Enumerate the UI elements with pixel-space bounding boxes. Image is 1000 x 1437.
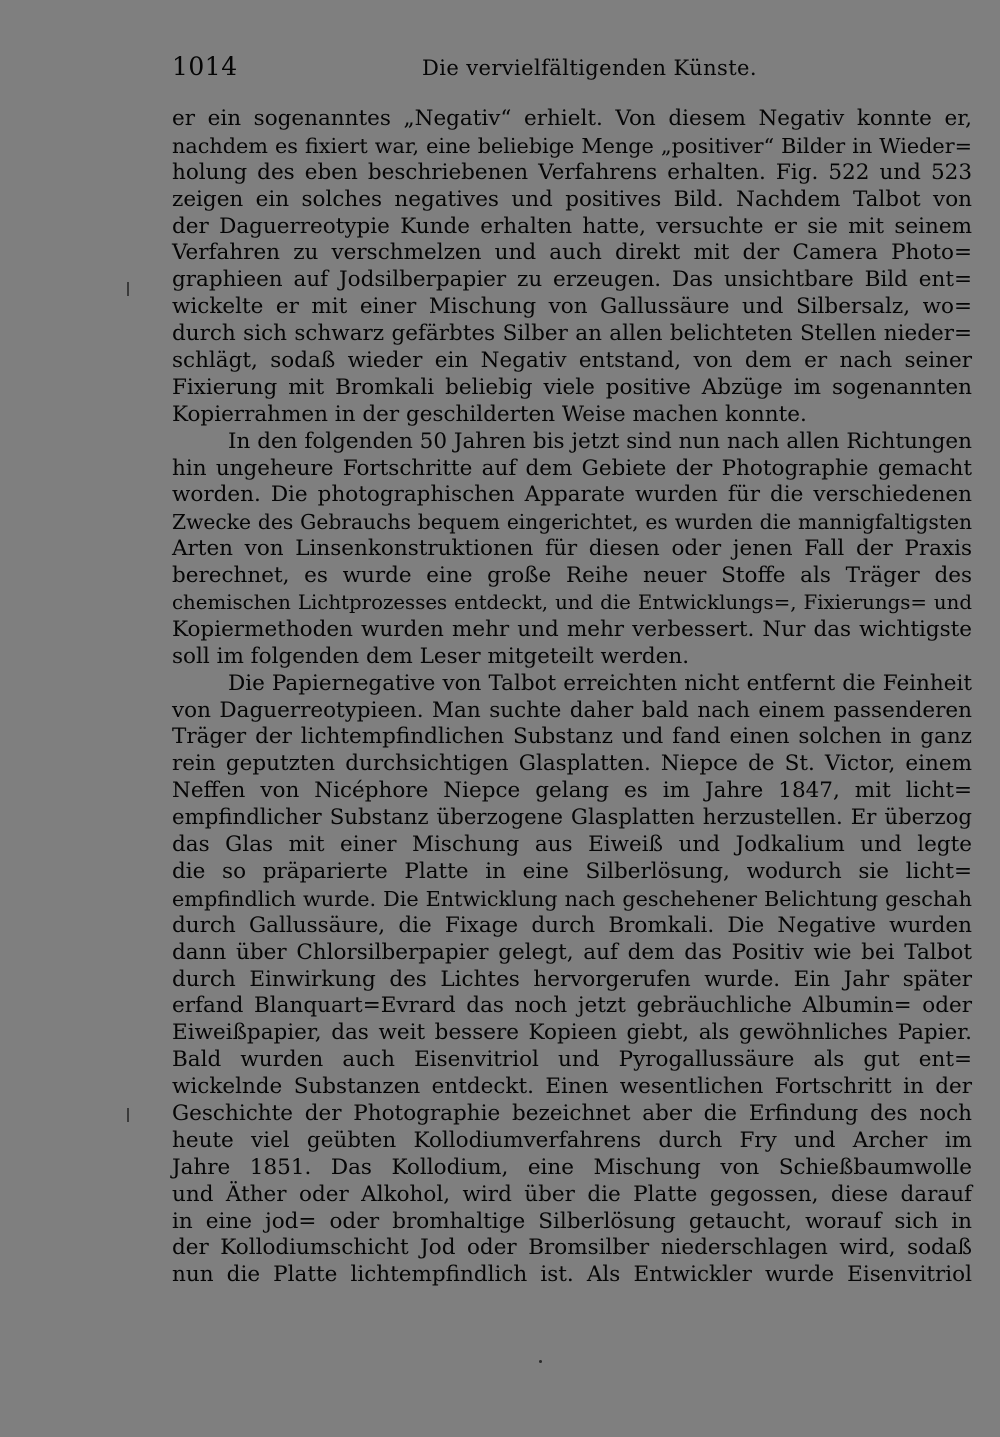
- text-line: von Daguerreotypieen. Man suchte daher bald nach einem passenderen: [172, 697, 972, 723]
- text-line: Jahre 1851. Das Kollodium, eine Mischung von Schießbaumwolle: [172, 1154, 972, 1180]
- text-line: zeigen ein solches negatives und positives Bild. Nachdem Talbot von: [172, 186, 972, 212]
- text-line: wickelnde Substanzen entdeckt. Einen wesentlichen Fortschritt in der: [172, 1074, 972, 1100]
- text-line: Bald wurden auch Eisenvitriol und Pyrogallussäure als gut ent=: [172, 1047, 972, 1073]
- text-line: holung des eben beschriebenen Verfahrens erhalten. Fig. 522 und 523: [172, 159, 972, 185]
- text-line: graphieen auf Jodsilberpapier zu erzeugen. Das unsichtbare Bild ent=: [172, 267, 972, 293]
- text-line: In den folgenden 50 Jahren bis jetzt sind nun nach allen Richtungen: [228, 428, 972, 454]
- text-line: chemischen Lichtprozesses entdeckt, und die Entwicklungs=, Fixierungs= und: [172, 591, 972, 615]
- running-title: Die vervielfältigenden Künste.: [422, 56, 757, 80]
- text-line: heute viel geübten Kollodiumverfahrens durch Fry und Archer im: [172, 1127, 972, 1153]
- text-line: durch Einwirkung des Lichtes hervorgerufen wurde. Ein Jahr später: [172, 966, 972, 992]
- text-line: Geschichte der Photographie bezeichnet aber die Erfindung des noch: [172, 1100, 972, 1126]
- text-line: erfand Blanquart=Evrard das noch jetzt gebräuchliche Albumin= oder: [172, 993, 972, 1019]
- body-text: [172, 106, 972, 1289]
- text-line: er ein sogenanntes „Negativ“ erhielt. Von diesem Negativ konnte er,: [172, 106, 972, 131]
- print-speck: [539, 1360, 542, 1363]
- text-line: Verfahren zu verschmelzen und auch direkt mit der Camera Photo=: [172, 240, 972, 266]
- text-line: Kopierrahmen in der geschilderten Weise machen konnte.: [172, 401, 807, 427]
- text-line: Zwecke des Gebrauchs bequem eingerichtet, es wurden die mannigfaltigsten: [172, 510, 972, 535]
- text-line: wickelte er mit einer Mischung von Gallussäure und Silbersalz, wo=: [172, 294, 972, 320]
- text-line: Neffen von Nicéphore Niepce gelang es im Jahre 1847, mit licht=: [172, 778, 972, 804]
- text-line: worden. Die photographischen Apparate wurden für die verschiedenen: [172, 482, 972, 508]
- text-line: durch sich schwarz gefärbtes Silber an allen belichteten Stellen nieder=: [172, 321, 972, 347]
- text-line: der Kollodiumschicht Jod oder Bromsilber niederschlagen wird, sodaß: [172, 1235, 972, 1261]
- margin-mark: [127, 282, 129, 296]
- text-line: Arten von Linsenkonstruktionen für diesen oder jenen Fall der Praxis: [172, 536, 972, 562]
- text-line: das Glas mit einer Mischung aus Eiweiß und Jodkalium und legte: [172, 832, 972, 858]
- margin-mark: [127, 1108, 129, 1122]
- text-line: empfindlicher Substanz überzogene Glasplatten herzustellen. Er überzog: [172, 805, 972, 831]
- text-line: hin ungeheure Fortschritte auf dem Gebiete der Photographie gemacht: [172, 455, 972, 481]
- text-line: empfindlich wurde. Die Entwicklung nach geschehener Belichtung geschah: [172, 886, 972, 911]
- text-line: rein geputzten durchsichtigen Glasplatten. Niepce de St. Victor, einem: [172, 751, 972, 777]
- text-line: durch Gallussäure, die Fixage durch Bromkali. Die Negative wurden: [172, 912, 972, 938]
- text-line: nun die Platte lichtempfindlich ist. Als Entwickler wurde Eisenvitriol: [172, 1262, 972, 1288]
- text-line: Fixierung mit Bromkali beliebig viele positive Abzüge im sogenannten: [172, 374, 972, 400]
- text-line: Die Papiernegative von Talbot erreichten nicht entfernt die Feinheit: [228, 670, 972, 696]
- text-line: dann über Chlorsilberpapier gelegt, auf dem das Positiv wie bei Talbot: [172, 939, 972, 965]
- page-header: [172, 52, 972, 92]
- text-line: und Äther oder Alkohol, wird über die Platte gegossen, diese darauf: [172, 1181, 972, 1207]
- text-line: die so präparierte Platte in eine Silberlösung, wodurch sie licht=: [172, 858, 972, 884]
- text-line: Eiweißpapier, das weit bessere Kopieen giebt, als gewöhnliches Papier.: [172, 1020, 972, 1046]
- text-line: der Daguerreotypie Kunde erhalten hatte, versuchte er sie mit seinem: [172, 213, 972, 239]
- text-line: schlägt, sodaß wieder ein Negativ entstand, von dem er nach seiner: [172, 348, 972, 374]
- text-line: soll im folgenden dem Leser mitgeteilt werden.: [172, 643, 690, 669]
- text-line: Kopiermethoden wurden mehr und mehr verbessert. Nur das wichtigste: [172, 616, 972, 642]
- text-line: in eine jod= oder bromhaltige Silberlösung getaucht, worauf sich in: [172, 1208, 972, 1234]
- text-line: nachdem es fixiert war, eine beliebige Menge „positiver“ Bilder in Wieder=: [172, 133, 972, 158]
- text-line: berechnet, es wurde eine große Reihe neuer Stoffe als Träger des: [172, 563, 972, 589]
- text-line: Träger der lichtempfindlichen Substanz und fand einen solchen in ganz: [172, 724, 972, 750]
- page-number: 1014: [172, 52, 238, 81]
